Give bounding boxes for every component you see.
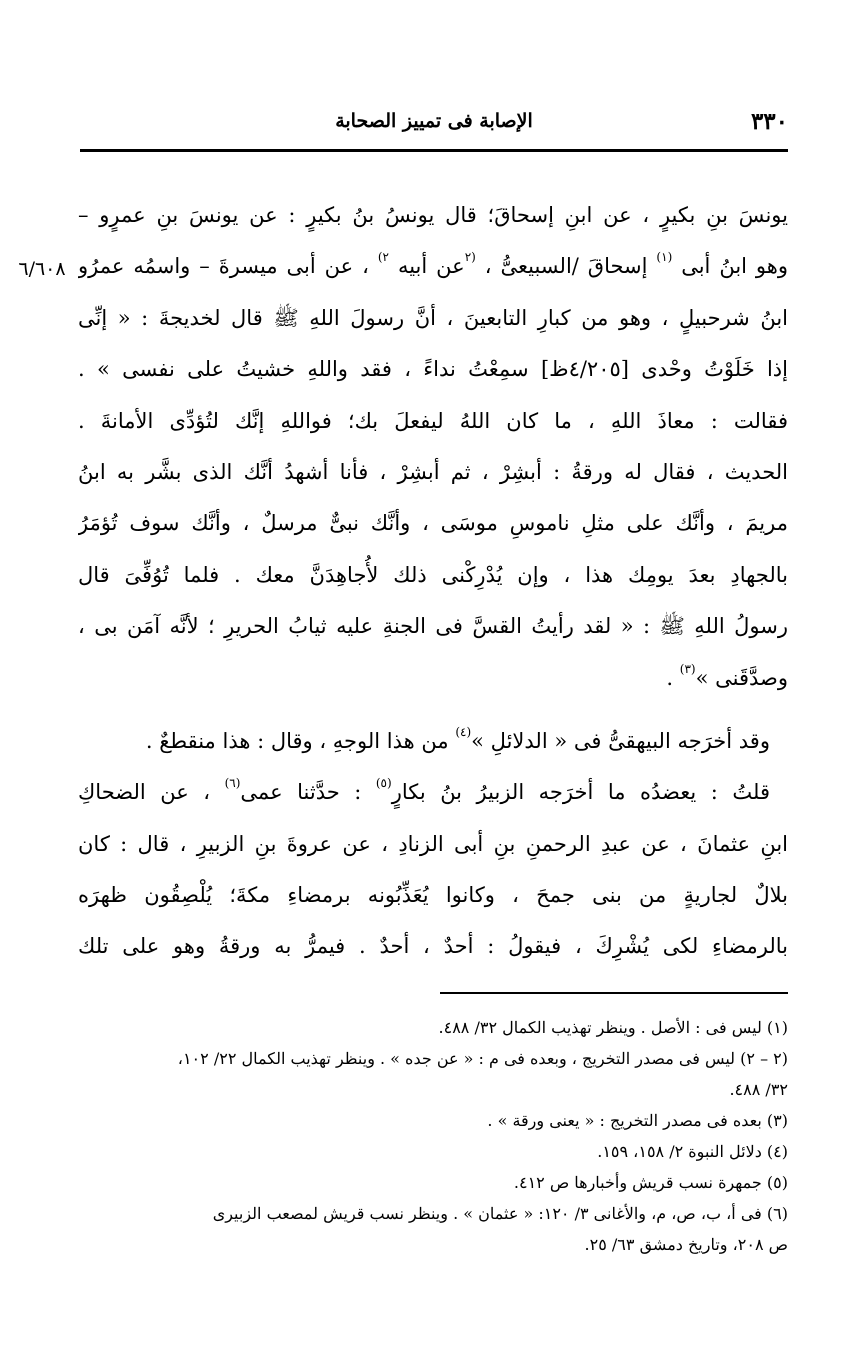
text-line: [78, 716, 788, 767]
footnote-marker: (٥): [375, 776, 392, 791]
text-span: إسحاقَ /السبيعىُّ ،: [484, 254, 648, 279]
text-span: وهو ابنُ أبى: [681, 254, 788, 279]
footnote-marker: ٢): [377, 250, 389, 265]
text-line: بالجهادِ بعدَ يومِك هذا ، وإن يُدْرِكْنى ذلك لأُجاهِدَنَّ معك . فلما تُوُفِّىَ قال: [78, 562, 788, 587]
footnote-marker: (١): [656, 250, 673, 265]
footnote: [78, 1043, 788, 1105]
running-title: الإصابة فى تمييز الصحابة: [335, 110, 533, 132]
page-number: ٣٣٠: [750, 108, 788, 135]
text-span: ، عن الضحاكِ: [78, 780, 225, 805]
text-line: فقالت : معاذَ اللهِ ، ما كان اللهُ ليفعلَ بك؛ فواللهِ إنَّك لتُؤدِّى الأمانةَ .: [78, 408, 788, 433]
text-line: إذا خَلَوْتُ وحْدى [٤/٢٠٥ظ] سمِعْتُ نداءً ، فقد واللهِ خشيتُ على نفسى » .: [78, 357, 788, 382]
text-span: عن أبيه: [397, 254, 465, 279]
text-line: [78, 767, 788, 818]
text-line: [78, 653, 788, 704]
footnote-text-continued: ص ٢٠٨، وتاريخ دمشق ٦٣/ ٢٥.: [584, 1235, 788, 1254]
footnote-text: (٢ – ٢) ليس فى مصدر التخريج ، وبعده فى م : « عن جده » . وينظر تهذيب الكمال ٢٢/ ١٠٢،: [177, 1049, 788, 1068]
text-line: بلالٌ لجاريةٍ من بنى جمحَ ، وكانوا يُعَذِّبُونه برمضاءِ مكةَ؛ يُلْصِقُون ظهرَه: [78, 883, 788, 908]
footnote-marker: (٦): [224, 776, 241, 791]
text-span: ، عن أبى ميسرةَ – واسمُه عمرُو: [78, 254, 369, 279]
footnote: [78, 1136, 788, 1167]
text-span: : حدَّثنا عمى: [240, 780, 376, 805]
paragraph-gap: [78, 704, 788, 716]
text-span: وصدَّقَنى »: [695, 665, 788, 690]
text-span: .: [666, 665, 680, 690]
text-line: يونسَ بنِ بكيرٍ ، عن ابنِ إسحاقَ؛ قال يونسُ بنُ بكيرٍ : عن يونسَ بنِ عمرٍو –: [78, 203, 788, 227]
footnote: [78, 1105, 788, 1136]
footnote: [78, 1012, 788, 1043]
footnote-marker: (٣): [679, 661, 696, 676]
footnote-text: (١) ليس فى : الأصل . وينظر تهذيب الكمال ٣٢/ ٤٨٨.: [438, 1018, 788, 1037]
text-line: [78, 241, 788, 292]
footnote-text: (٣) بعده فى مصدر التخريج : « يعنى ورقة » .: [487, 1111, 788, 1130]
footnote-text: (٥) جمهرة نسب قريش وأخبارها ص ٤١٢.: [513, 1173, 788, 1192]
footnote-marker: (٤): [455, 724, 472, 739]
margin-reference: ٦/٦٠٨: [18, 258, 66, 280]
text-line: ابنُ شرحبيلٍ ، وهو من كبارِ التابعينَ ، أنَّ رسولَ اللهِ ﷺ قال لخديجةَ : « إنِّى: [78, 305, 788, 330]
text-line: بالرمضاءِ لكى يُشْرِكَ ، فيقولُ : أحدٌ ، أحدٌ . فيمرُّ به ورقةُ وهو على تلك: [78, 934, 788, 959]
page-header: [80, 108, 788, 142]
footnote-text-continued: ٣٢/ ٤٨٨.: [729, 1080, 788, 1099]
text-span: وقد أخرَجه البيهقىُّ فى « الدلائلِ »: [471, 728, 770, 753]
footnote-text: (٤) دلائل النبوة ٢/ ١٥٨، ١٥٩.: [597, 1142, 788, 1161]
footnote: [78, 1167, 788, 1198]
footnote: [78, 1198, 788, 1260]
text-line: رسولُ اللهِ ﷺ : « لقد رأيتُ القسَّ فى الجنةِ عليه ثيابُ الحريرِ ؛ لأنَّه آمَن بى ،: [78, 614, 788, 639]
footnote-text: (٦) فى أ، ب، ص، م، والأغانى ٣/ ١٢٠: « عثمان » . وينظر نسب قريش لمصعب الزبيرى: [212, 1204, 788, 1223]
footnote-marker: (٢: [464, 250, 476, 265]
main-text: [78, 190, 788, 973]
text-span: من هذا الوجهِ ، وقال : هذا منقطعٌ .: [145, 728, 456, 753]
text-line: ابنِ عثمانَ ، عن عبدِ الرحمنِ بنِ أبى الزنادِ ، عن عروةَ بنِ الزبيرِ ، قال : كان: [78, 831, 788, 856]
footnotes: [78, 1012, 788, 1260]
text-line: الحديث ، فقال له ورقةُ : أبشِرْ ، ثم أبشِرْ ، فأنا أشهدُ أنَّك الذى بشَّر به ابنُ: [78, 459, 788, 484]
text-span: قلتُ : يعضدُه ما أخرَجه الزبيرُ بنُ بكارٍ: [391, 780, 770, 805]
text-line: مريمَ ، وأنَّك على مثلِ ناموسِ موسَى ، وأنَّك نبىٌّ مرسلٌ ، وأنَّك سوف تُؤمَرُ: [78, 511, 788, 536]
footnote-separator: [440, 992, 788, 994]
header-rule: [80, 149, 788, 152]
